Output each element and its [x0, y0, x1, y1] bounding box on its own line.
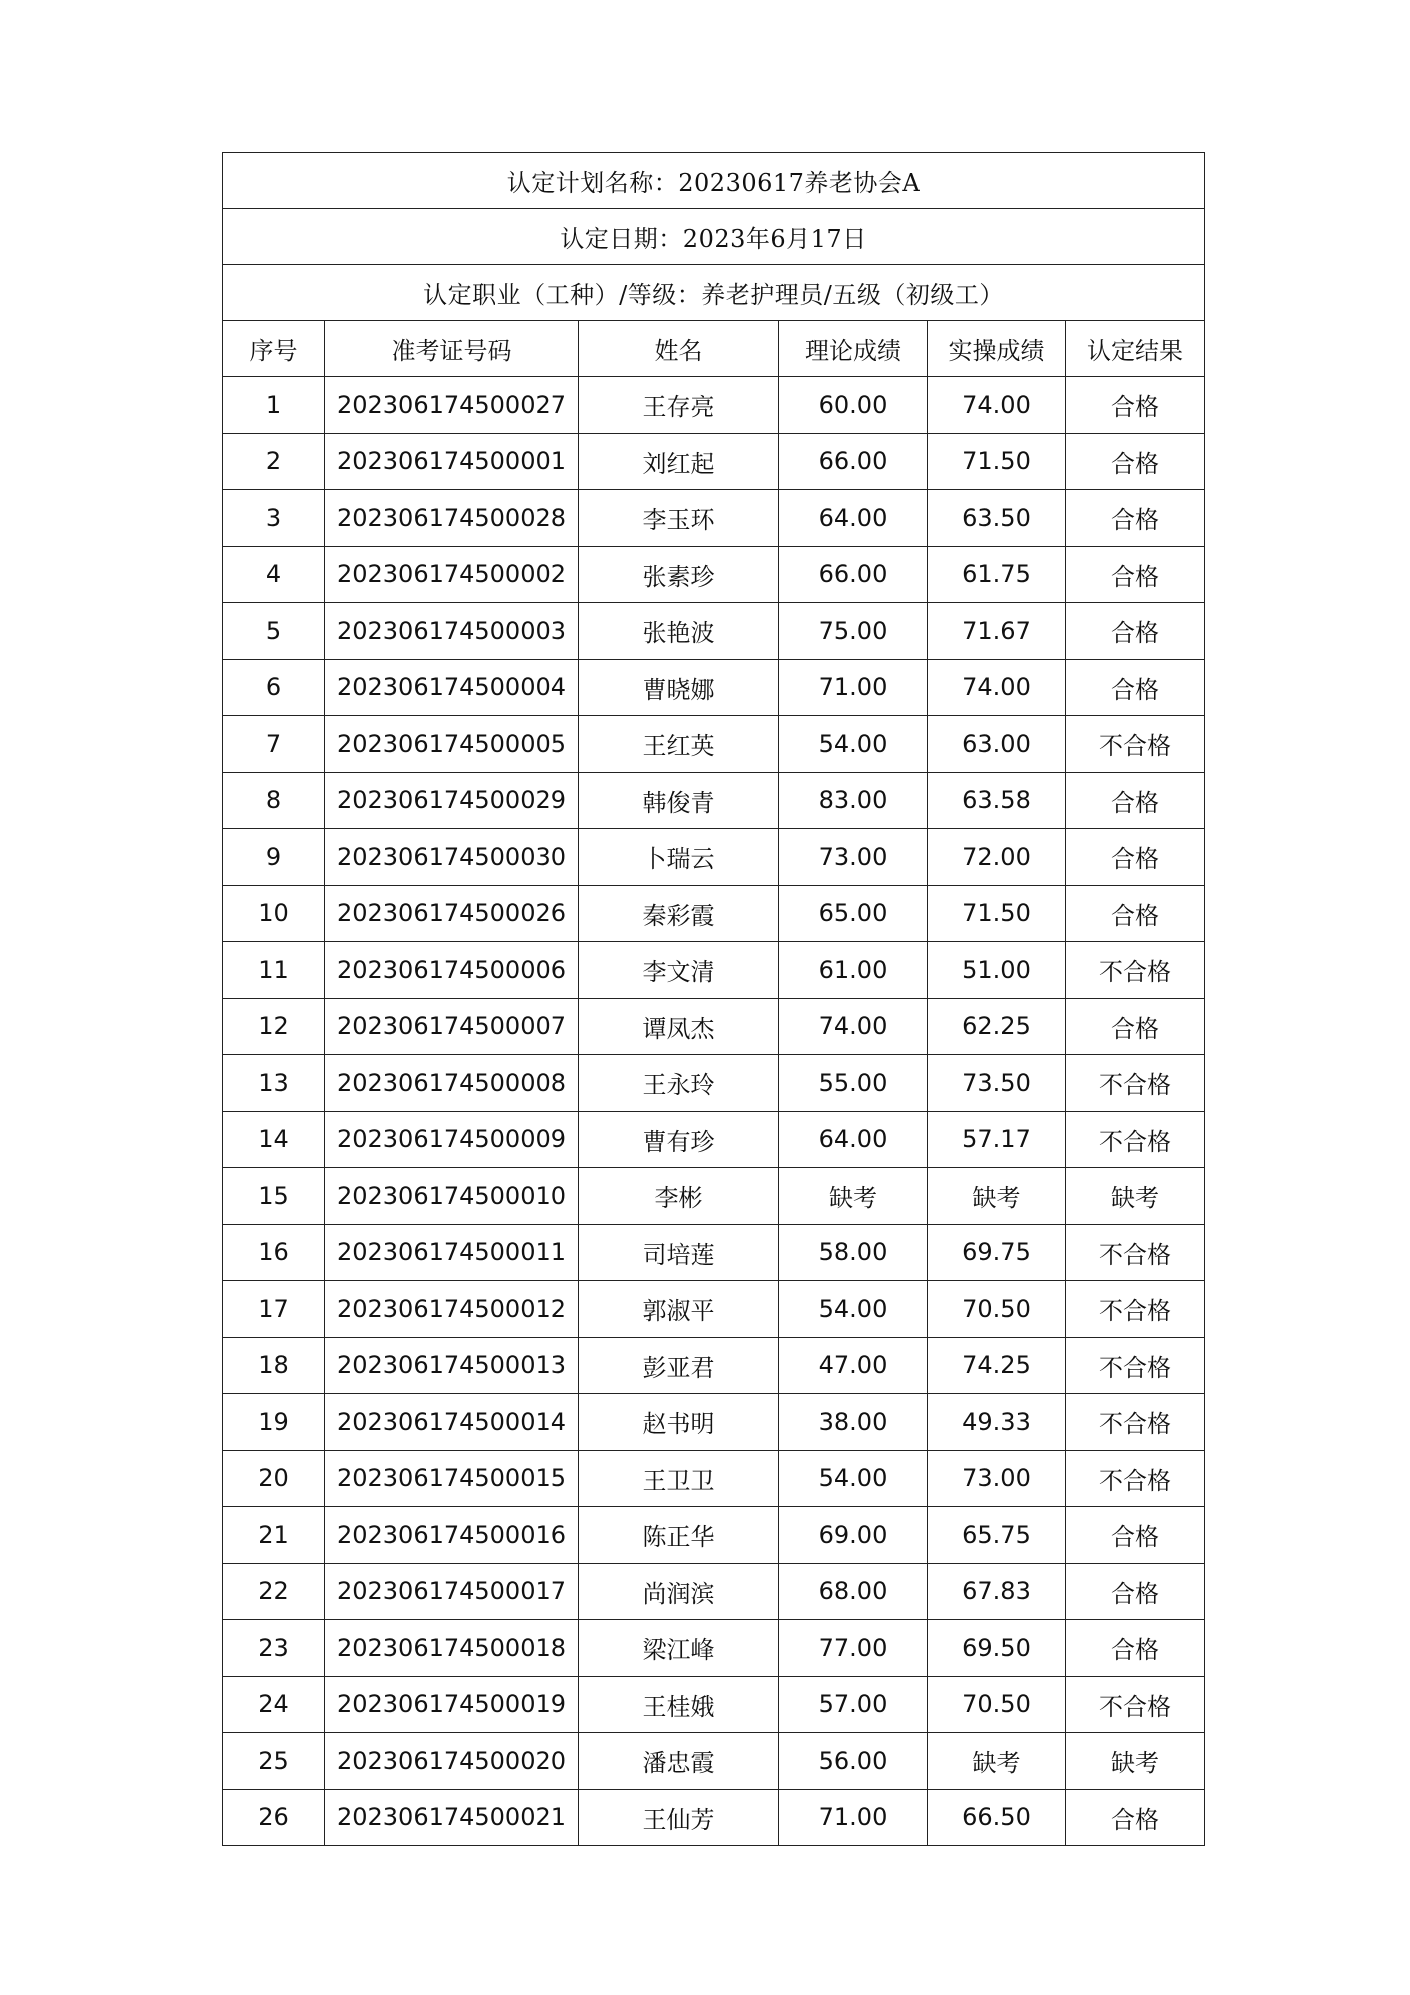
cell-name: 刘红起: [579, 433, 779, 490]
cell-index: 5: [223, 603, 325, 660]
cell-result: 不合格: [1066, 1055, 1205, 1112]
table-row: [223, 1563, 1205, 1620]
cell-result: 缺考: [1066, 1168, 1205, 1225]
cell-ticket-number: 202306174500015: [325, 1450, 579, 1507]
cell-practical-score: 74.00: [928, 659, 1066, 716]
cell-result: 不合格: [1066, 716, 1205, 773]
cell-result: 不合格: [1066, 1337, 1205, 1394]
cell-practical-score: 71.50: [928, 885, 1066, 942]
table-row: [223, 1507, 1205, 1564]
cell-theory-score: 83.00: [779, 772, 928, 829]
cell-ticket-number: 202306174500029: [325, 772, 579, 829]
cell-index: 7: [223, 716, 325, 773]
cell-theory-score: 71.00: [779, 659, 928, 716]
cell-practical-score: 70.50: [928, 1676, 1066, 1733]
cell-practical-score: 73.50: [928, 1055, 1066, 1112]
table-row: [223, 659, 1205, 716]
cell-theory-score: 73.00: [779, 829, 928, 886]
cell-practical-score: 72.00: [928, 829, 1066, 886]
cell-ticket-number: 202306174500005: [325, 716, 579, 773]
cell-ticket-number: 202306174500027: [325, 377, 579, 434]
cell-theory-score: 58.00: [779, 1224, 928, 1281]
plan-name: 认定计划名称：20230617养老协会A: [223, 153, 1205, 209]
cell-result: 合格: [1066, 377, 1205, 434]
cell-index: 10: [223, 885, 325, 942]
cell-name: 彭亚君: [579, 1337, 779, 1394]
table-row: [223, 1168, 1205, 1225]
table-body: [223, 377, 1205, 1846]
cell-name: 李文清: [579, 942, 779, 999]
cell-index: 17: [223, 1281, 325, 1338]
cell-result: 合格: [1066, 603, 1205, 660]
cell-ticket-number: 202306174500028: [325, 490, 579, 547]
cell-practical-score: 71.50: [928, 433, 1066, 490]
cell-result: 合格: [1066, 433, 1205, 490]
cell-name: 尚润滨: [579, 1563, 779, 1620]
cell-theory-score: 61.00: [779, 942, 928, 999]
table-row: [223, 1450, 1205, 1507]
cell-ticket-number: 202306174500030: [325, 829, 579, 886]
cell-index: 20: [223, 1450, 325, 1507]
cell-name: 李玉环: [579, 490, 779, 547]
cell-name: 张素珍: [579, 546, 779, 603]
cell-name: 王桂娥: [579, 1676, 779, 1733]
column-header-row: [223, 321, 1205, 377]
table-row: [223, 1337, 1205, 1394]
column-header-ticket-number: 准考证号码: [325, 321, 579, 377]
cell-theory-score: 54.00: [779, 1281, 928, 1338]
table-row: [223, 603, 1205, 660]
cell-ticket-number: 202306174500026: [325, 885, 579, 942]
cell-name: 韩俊青: [579, 772, 779, 829]
column-header-name: 姓名: [579, 321, 779, 377]
cell-name: 王卫卫: [579, 1450, 779, 1507]
column-header-theory-score: 理论成绩: [779, 321, 928, 377]
cell-ticket-number: 202306174500013: [325, 1337, 579, 1394]
cell-name: 李彬: [579, 1168, 779, 1225]
table-row: [223, 1111, 1205, 1168]
cell-result: 缺考: [1066, 1733, 1205, 1790]
cell-theory-score: 69.00: [779, 1507, 928, 1564]
cell-ticket-number: 202306174500001: [325, 433, 579, 490]
cell-practical-score: 69.75: [928, 1224, 1066, 1281]
cell-practical-score: 61.75: [928, 546, 1066, 603]
cell-name: 秦彩霞: [579, 885, 779, 942]
cell-ticket-number: 202306174500006: [325, 942, 579, 999]
occupation-level: 认定职业（工种）/等级：养老护理员/五级（初级工）: [223, 265, 1205, 321]
cell-name: 梁江峰: [579, 1620, 779, 1677]
cell-ticket-number: 202306174500009: [325, 1111, 579, 1168]
cell-ticket-number: 202306174500012: [325, 1281, 579, 1338]
cell-index: 2: [223, 433, 325, 490]
results-table: [222, 152, 1205, 1846]
cell-practical-score: 71.67: [928, 603, 1066, 660]
cell-name: 潘忠霞: [579, 1733, 779, 1790]
cell-practical-score: 69.50: [928, 1620, 1066, 1677]
cell-theory-score: 56.00: [779, 1733, 928, 1790]
cell-practical-score: 49.33: [928, 1394, 1066, 1451]
cell-index: 4: [223, 546, 325, 603]
cell-index: 9: [223, 829, 325, 886]
cell-result: 合格: [1066, 1789, 1205, 1846]
cell-practical-score: 63.58: [928, 772, 1066, 829]
cell-name: 赵书明: [579, 1394, 779, 1451]
column-header-practical-score: 实操成绩: [928, 321, 1066, 377]
cell-name: 郭淑平: [579, 1281, 779, 1338]
table-row: [223, 1224, 1205, 1281]
cell-theory-score: 54.00: [779, 716, 928, 773]
cell-index: 22: [223, 1563, 325, 1620]
table-row: [223, 490, 1205, 547]
cell-theory-score: 74.00: [779, 998, 928, 1055]
cell-theory-score: 47.00: [779, 1337, 928, 1394]
cell-practical-score: 74.25: [928, 1337, 1066, 1394]
cell-result: 合格: [1066, 829, 1205, 886]
cell-ticket-number: 202306174500011: [325, 1224, 579, 1281]
cell-index: 21: [223, 1507, 325, 1564]
table-row: [223, 433, 1205, 490]
cell-theory-score: 54.00: [779, 1450, 928, 1507]
cell-theory-score: 60.00: [779, 377, 928, 434]
cell-result: 合格: [1066, 885, 1205, 942]
cell-theory-score: 57.00: [779, 1676, 928, 1733]
cell-practical-score: 74.00: [928, 377, 1066, 434]
cell-theory-score: 66.00: [779, 546, 928, 603]
cell-result: 合格: [1066, 490, 1205, 547]
cell-practical-score: 62.25: [928, 998, 1066, 1055]
cell-index: 15: [223, 1168, 325, 1225]
cell-result: 合格: [1066, 1563, 1205, 1620]
cell-practical-score: 63.00: [928, 716, 1066, 773]
cell-index: 1: [223, 377, 325, 434]
cell-result: 合格: [1066, 772, 1205, 829]
table-row: [223, 942, 1205, 999]
cell-name: 曹晓娜: [579, 659, 779, 716]
cell-ticket-number: 202306174500002: [325, 546, 579, 603]
table-row: [223, 1394, 1205, 1451]
cell-name: 王红英: [579, 716, 779, 773]
cell-practical-score: 缺考: [928, 1168, 1066, 1225]
table-row: [223, 1620, 1205, 1677]
table-row: [223, 1733, 1205, 1790]
cell-result: 不合格: [1066, 1450, 1205, 1507]
cell-index: 6: [223, 659, 325, 716]
table-row: [223, 1055, 1205, 1112]
cell-result: 合格: [1066, 1507, 1205, 1564]
cell-theory-score: 75.00: [779, 603, 928, 660]
cell-practical-score: 66.50: [928, 1789, 1066, 1846]
cell-index: 24: [223, 1676, 325, 1733]
cell-ticket-number: 202306174500018: [325, 1620, 579, 1677]
table-row: [223, 1281, 1205, 1338]
column-header-result: 认定结果: [1066, 321, 1205, 377]
cell-practical-score: 65.75: [928, 1507, 1066, 1564]
cell-ticket-number: 202306174500004: [325, 659, 579, 716]
cell-practical-score: 73.00: [928, 1450, 1066, 1507]
cell-index: 18: [223, 1337, 325, 1394]
cell-theory-score: 77.00: [779, 1620, 928, 1677]
cell-theory-score: 38.00: [779, 1394, 928, 1451]
cell-practical-score: 51.00: [928, 942, 1066, 999]
cell-ticket-number: 202306174500007: [325, 998, 579, 1055]
column-header-index: 序号: [223, 321, 325, 377]
cell-ticket-number: 202306174500014: [325, 1394, 579, 1451]
cell-ticket-number: 202306174500019: [325, 1676, 579, 1733]
table-row: [223, 716, 1205, 773]
table-row: [223, 377, 1205, 434]
cell-practical-score: 63.50: [928, 490, 1066, 547]
results-sheet: [222, 152, 1204, 1846]
cell-name: 王永玲: [579, 1055, 779, 1112]
cell-theory-score: 71.00: [779, 1789, 928, 1846]
cell-theory-score: 64.00: [779, 490, 928, 547]
table-row: [223, 829, 1205, 886]
cell-ticket-number: 202306174500016: [325, 1507, 579, 1564]
cell-name: 卜瑞云: [579, 829, 779, 886]
cell-name: 王仙芳: [579, 1789, 779, 1846]
cell-theory-score: 65.00: [779, 885, 928, 942]
cell-result: 合格: [1066, 1620, 1205, 1677]
cell-practical-score: 67.83: [928, 1563, 1066, 1620]
cell-result: 合格: [1066, 546, 1205, 603]
cell-result: 合格: [1066, 659, 1205, 716]
table-row: [223, 885, 1205, 942]
cell-name: 司培莲: [579, 1224, 779, 1281]
cell-result: 不合格: [1066, 942, 1205, 999]
cell-index: 3: [223, 490, 325, 547]
cell-result: 不合格: [1066, 1111, 1205, 1168]
cell-practical-score: 57.17: [928, 1111, 1066, 1168]
cell-practical-score: 70.50: [928, 1281, 1066, 1338]
cell-index: 14: [223, 1111, 325, 1168]
cell-result: 不合格: [1066, 1224, 1205, 1281]
cell-theory-score: 68.00: [779, 1563, 928, 1620]
cell-index: 19: [223, 1394, 325, 1451]
table-row: [223, 1676, 1205, 1733]
table-row: [223, 998, 1205, 1055]
cell-index: 8: [223, 772, 325, 829]
cell-result: 合格: [1066, 998, 1205, 1055]
cell-name: 张艳波: [579, 603, 779, 660]
cell-index: 23: [223, 1620, 325, 1677]
cell-theory-score: 55.00: [779, 1055, 928, 1112]
cell-ticket-number: 202306174500003: [325, 603, 579, 660]
cell-practical-score: 缺考: [928, 1733, 1066, 1790]
cell-theory-score: 缺考: [779, 1168, 928, 1225]
cell-ticket-number: 202306174500020: [325, 1733, 579, 1790]
cell-ticket-number: 202306174500017: [325, 1563, 579, 1620]
cell-result: 不合格: [1066, 1676, 1205, 1733]
cell-ticket-number: 202306174500010: [325, 1168, 579, 1225]
table-row: [223, 546, 1205, 603]
cell-index: 26: [223, 1789, 325, 1846]
table-row: [223, 772, 1205, 829]
cell-index: 25: [223, 1733, 325, 1790]
cell-index: 12: [223, 998, 325, 1055]
cell-index: 13: [223, 1055, 325, 1112]
cell-ticket-number: 202306174500021: [325, 1789, 579, 1846]
table-row: [223, 1789, 1205, 1846]
cell-index: 16: [223, 1224, 325, 1281]
cell-theory-score: 64.00: [779, 1111, 928, 1168]
cell-theory-score: 66.00: [779, 433, 928, 490]
exam-date: 认定日期：2023年6月17日: [223, 209, 1205, 265]
cell-result: 不合格: [1066, 1281, 1205, 1338]
cell-name: 王存亮: [579, 377, 779, 434]
cell-result: 不合格: [1066, 1394, 1205, 1451]
cell-index: 11: [223, 942, 325, 999]
cell-name: 陈正华: [579, 1507, 779, 1564]
cell-name: 曹有珍: [579, 1111, 779, 1168]
cell-ticket-number: 202306174500008: [325, 1055, 579, 1112]
cell-name: 谭凤杰: [579, 998, 779, 1055]
